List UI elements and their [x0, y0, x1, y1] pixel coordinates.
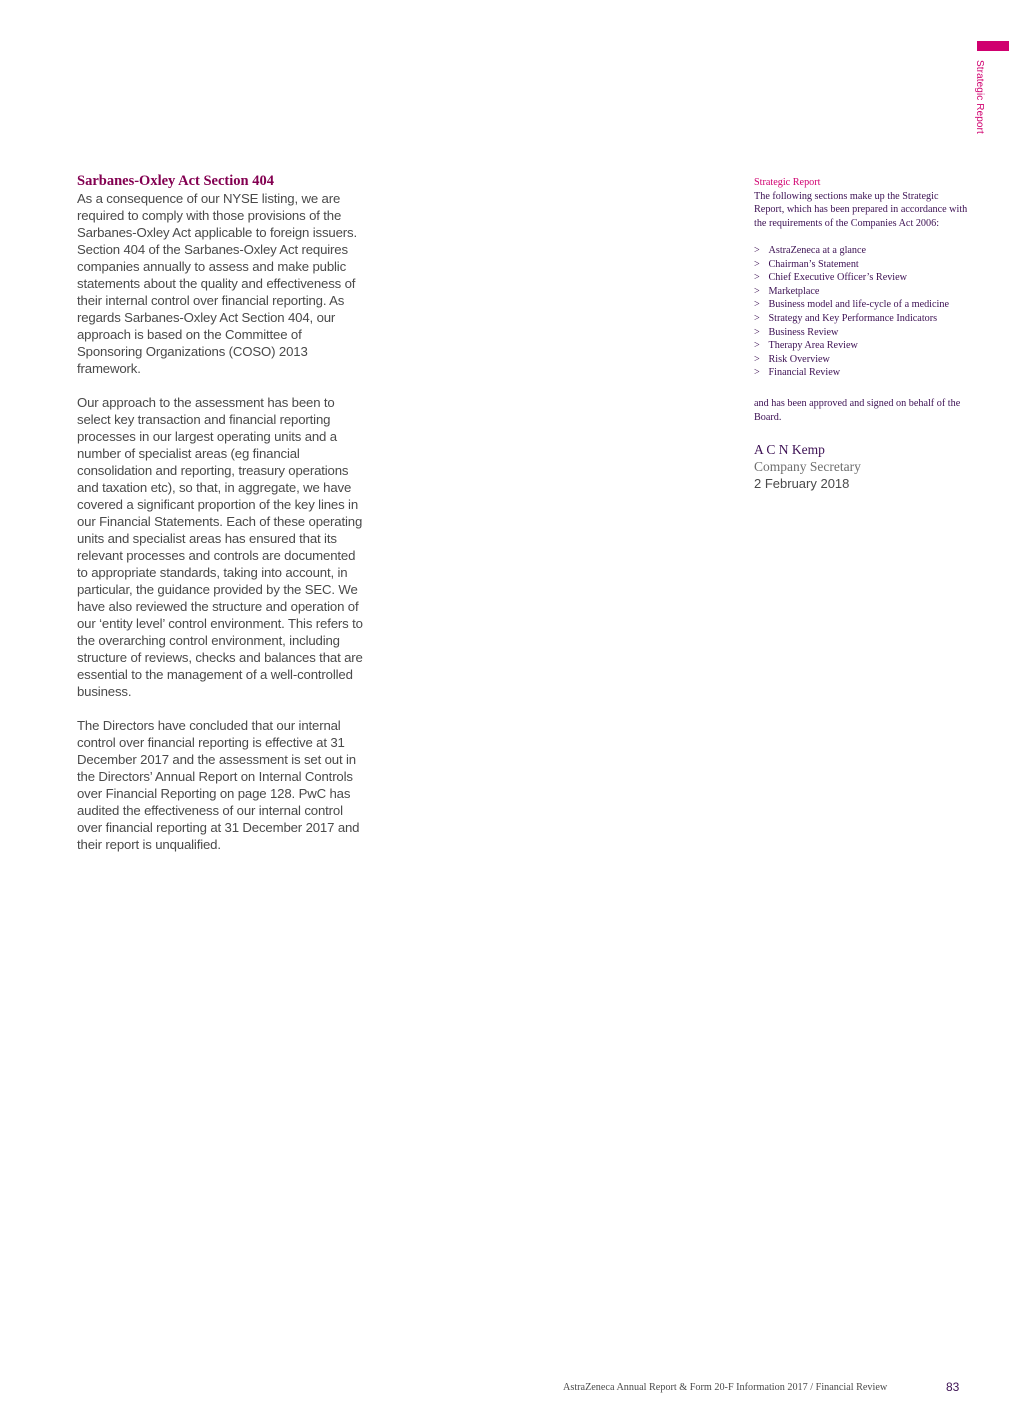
- list-item[interactable]: [754, 339, 969, 353]
- list-item-label: AstraZeneca at a glance: [768, 244, 867, 256]
- strategic-report-intro: The following sections make up the Strategic Report, which has been prepared in accordance with the requirements of the Companies Act 2006:: [754, 190, 968, 229]
- main-text-column: [77, 173, 367, 870]
- list-item[interactable]: [754, 285, 969, 299]
- chevron-right-icon: >: [754, 340, 760, 352]
- list-item[interactable]: [754, 326, 969, 340]
- list-item[interactable]: [754, 244, 969, 258]
- list-item[interactable]: [754, 258, 969, 272]
- section-heading: Sarbanes-Oxley Act Section 404: [77, 173, 274, 189]
- chevron-right-icon: >: [754, 258, 760, 270]
- list-item-label: Therapy Area Review: [768, 340, 858, 352]
- section-tab-bar: [977, 41, 1009, 51]
- chevron-right-icon: >: [754, 326, 760, 338]
- list-item[interactable]: [754, 366, 969, 380]
- chevron-right-icon: >: [754, 272, 760, 284]
- list-item-label: Chief Executive Officer’s Review: [768, 272, 908, 284]
- list-item[interactable]: [754, 298, 969, 312]
- chevron-right-icon: >: [754, 353, 760, 365]
- list-item[interactable]: [754, 353, 969, 367]
- chevron-right-icon: >: [754, 367, 760, 379]
- list-item-label: Marketplace: [768, 285, 820, 297]
- chevron-right-icon: >: [754, 244, 760, 256]
- list-item-label: Strategy and Key Performance Indicators: [768, 312, 938, 324]
- list-item-label: Business model and life-cycle of a medicine: [768, 299, 949, 311]
- chevron-right-icon: >: [754, 285, 760, 297]
- body-paragraph: The Directors have concluded that our internal control over financial reporting is effective at 31 December 2017 and the assessment is set out in the Directors’ Annual Report on Internal Controls over Financial Reporting on page 128. PwC has audited the effectiveness of our internal control over financial reporting at 31 December 2017 and their report is unqualified.: [77, 718, 360, 852]
- chevron-right-icon: >: [754, 299, 760, 311]
- list-item[interactable]: [754, 312, 969, 326]
- list-item-label: Risk Overview: [768, 353, 830, 365]
- signature-date: 2 February 2018: [754, 476, 850, 492]
- list-item-label: Financial Review: [768, 367, 841, 379]
- approval-statement: and has been approved and signed on behalf of the Board.: [754, 397, 961, 423]
- footer-title: AstraZeneca Annual Report & Form 20-F Information 2017 / Financial Review: [563, 1382, 888, 1393]
- side-section-label: Strategic Report: [974, 60, 985, 134]
- list-item[interactable]: [754, 271, 969, 285]
- signatory-name: A C N Kemp: [754, 442, 825, 458]
- strategic-report-list: [754, 244, 969, 380]
- strategic-report-title: Strategic Report: [754, 177, 821, 188]
- signatory-role: Company Secretary: [754, 459, 861, 475]
- list-item-label: Chairman’s Statement: [768, 258, 859, 270]
- chevron-right-icon: >: [754, 312, 760, 324]
- page-number: 83: [946, 1380, 960, 1394]
- list-item-label: Business Review: [768, 326, 839, 338]
- body-paragraph: Our approach to the assessment has been to select key transaction and financial reporting processes in our largest operating units and a number of specialist areas (eg financial consolidation and reporting, treasury operations and taxation etc), so that, in aggregate, we have covered a significant proportion of the key lines in our Financial Statements. Each of these operating units and specialist areas has ensured that its relevant processes and controls are documented to appropriate standards, taking into account, in particular, the guidance provided by the SEC. We have also reviewed the structure and operation of our ‘entity level’ control environment. This refers to the overarching control environment, including structure of reviews, checks and balances that are essential to the management of a well-controlled business.: [77, 395, 363, 699]
- body-paragraph: As a consequence of our NYSE listing, we are required to comply with those provisions of the Sarbanes-Oxley Act applicable to foreign issuers. Section 404 of the Sarbanes-Oxley Act requires companies annually to assess and make public statements about the quality and effectiveness of their internal control over financial reporting. As regards Sarbanes-Oxley Act Section 404, our approach is based on the Committee of Sponsoring Organizations (COSO) 2013 framework.: [77, 191, 357, 376]
- strategic-report-sidebar: [754, 176, 969, 492]
